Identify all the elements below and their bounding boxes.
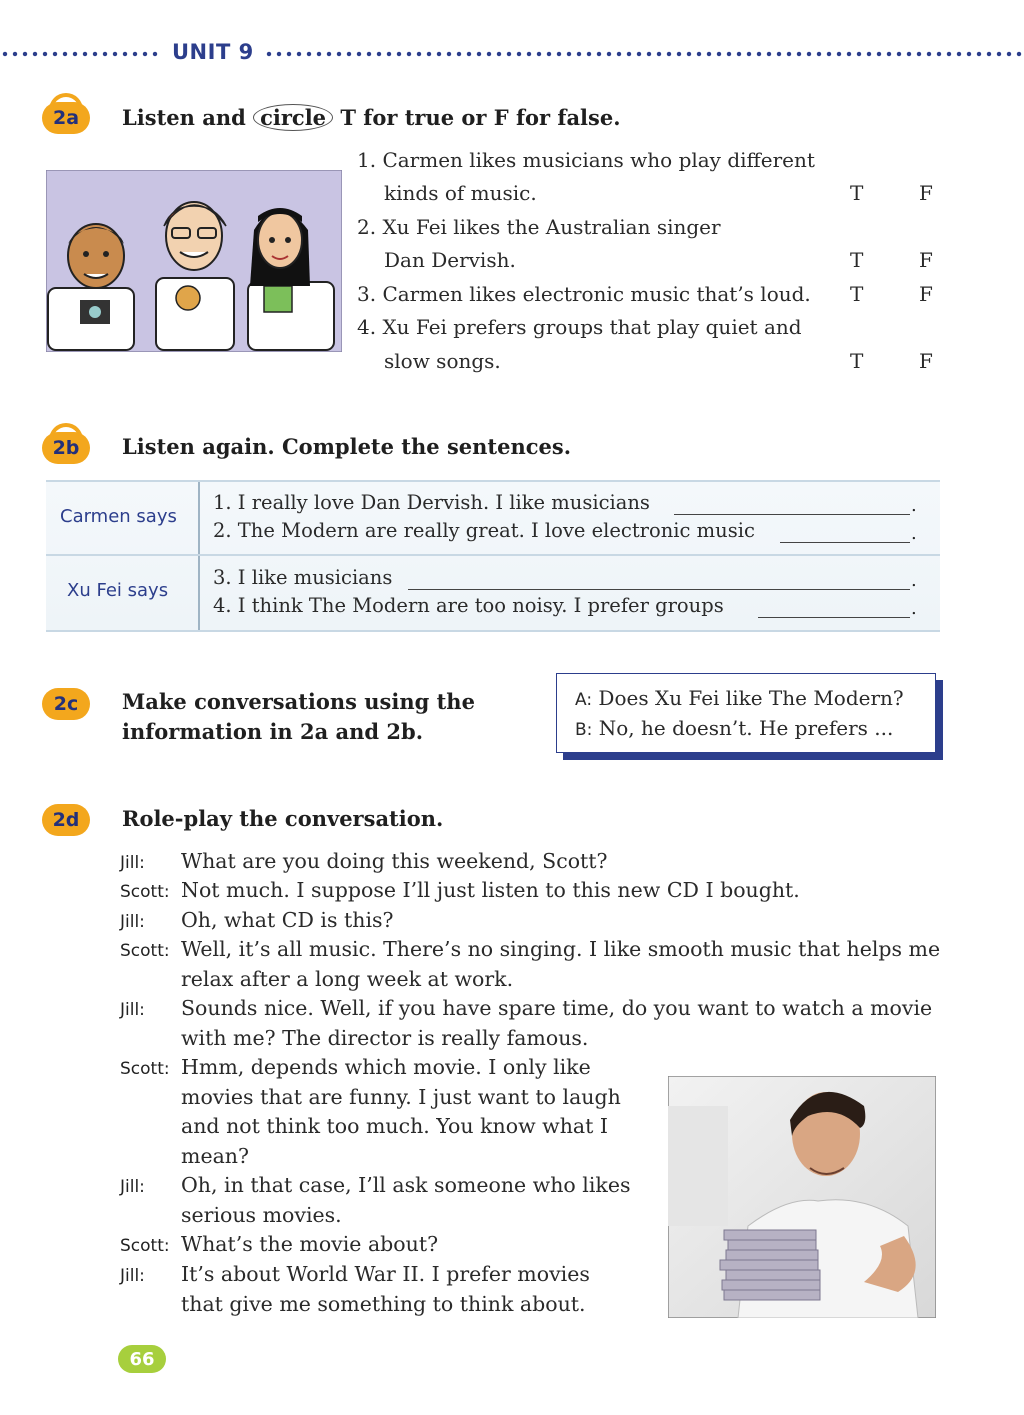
speaker-b: B: bbox=[575, 720, 593, 740]
dialogue-line: serious movies. bbox=[181, 1203, 342, 1227]
section-badge-2c bbox=[42, 688, 90, 720]
dialogue-line: Not much. I suppose I’ll just listen to this new CD I bought. bbox=[181, 878, 800, 902]
badge-label: 2c bbox=[53, 693, 79, 715]
item-3-false-option[interactable]: F bbox=[919, 282, 933, 306]
speaker-label: Jill: bbox=[120, 1000, 145, 1020]
example-text: No, he doesn’t. He prefers ... bbox=[598, 716, 894, 740]
section-badge-2d bbox=[42, 804, 90, 836]
section-badge-2a bbox=[42, 102, 90, 134]
speaker-label: Scott: bbox=[120, 882, 170, 902]
item-1-false-option[interactable]: F bbox=[919, 181, 933, 205]
item-2-false-option[interactable]: F bbox=[919, 248, 933, 272]
speaker-a: A: bbox=[575, 690, 593, 710]
heading-text: Listen and bbox=[122, 105, 246, 130]
example-line-a bbox=[575, 686, 904, 710]
item-2-line-1: 2. Xu Fei likes the Australian singer bbox=[357, 215, 721, 239]
row-label-carmen: Carmen says bbox=[60, 506, 177, 527]
dialogue-line: relax after a long week at work. bbox=[181, 967, 514, 991]
speaker-label: Scott: bbox=[120, 1059, 170, 1079]
header-dots-right bbox=[264, 51, 1024, 57]
period: . bbox=[911, 523, 917, 544]
dialogue-line: Hmm, depends which movie. I only like bbox=[181, 1055, 591, 1079]
section-heading-2c-line-2: information in 2a and 2b. bbox=[122, 719, 424, 744]
dialogue-line: with me? The director is really famous. bbox=[181, 1026, 589, 1050]
sentence-4: 4. I think The Modern are too noisy. I prefer groups bbox=[213, 594, 724, 617]
answer-blank-3[interactable] bbox=[408, 589, 910, 590]
row-label-xu-fei: Xu Fei says bbox=[67, 580, 169, 601]
speaker-label: Scott: bbox=[120, 1236, 170, 1256]
dialogue-line: movies that are funny. I just want to laugh bbox=[181, 1085, 621, 1109]
sentence-3: 3. I like musicians bbox=[213, 566, 393, 589]
item-4-line-2: slow songs. bbox=[384, 349, 501, 373]
sentence-2: 2. The Modern are really great. I love electronic music bbox=[213, 519, 755, 542]
period: . bbox=[911, 598, 917, 619]
item-2-line-2: Dan Dervish. bbox=[384, 248, 516, 272]
speaker-label: Jill: bbox=[120, 912, 145, 932]
answer-blank-2[interactable] bbox=[780, 542, 910, 543]
item-1-true-option[interactable]: T bbox=[850, 181, 864, 205]
item-4-true-option[interactable]: T bbox=[850, 349, 864, 373]
item-4-false-option[interactable]: F bbox=[919, 349, 933, 373]
item-3-line-1: 3. Carmen likes electronic music that’s loud. bbox=[357, 282, 811, 306]
item-4-line-1: 4. Xu Fei prefers groups that play quiet and bbox=[357, 315, 802, 339]
dialogue-line: What are you doing this weekend, Scott? bbox=[181, 849, 608, 873]
answer-blank-4[interactable] bbox=[758, 617, 910, 618]
item-3-true-option[interactable]: T bbox=[850, 282, 864, 306]
badge-label: 2b bbox=[52, 437, 80, 459]
dialogue-line: What’s the movie about? bbox=[181, 1232, 439, 1256]
speaker-label: Jill: bbox=[120, 1177, 145, 1197]
section-heading-2c-line-1: Make conversations using the bbox=[122, 689, 475, 714]
man-with-cd-stack-photo bbox=[668, 1076, 936, 1318]
dialogue-line: mean? bbox=[181, 1144, 249, 1168]
circle-word: circle bbox=[253, 104, 333, 131]
speaker-label: Jill: bbox=[120, 853, 145, 873]
three-teens-illustration bbox=[46, 170, 342, 352]
section-badge-2b bbox=[42, 432, 90, 464]
example-conversation-box bbox=[556, 673, 936, 753]
sentence-1: 1. I really love Dan Dervish. I like musicians bbox=[213, 491, 650, 514]
header-dots-left bbox=[0, 51, 160, 57]
badge-label: 2d bbox=[52, 809, 80, 831]
heading-text: T for true or F for false. bbox=[340, 105, 621, 130]
dialogue-line: It’s about World War II. I prefer movies bbox=[181, 1262, 590, 1286]
table-divider bbox=[198, 482, 200, 630]
example-line-b bbox=[575, 716, 893, 740]
table-divider bbox=[46, 554, 940, 556]
dialogue-line: Oh, in that case, I’ll ask someone who likes bbox=[181, 1173, 631, 1197]
answer-blank-1[interactable] bbox=[674, 514, 910, 515]
badge-label: 2a bbox=[52, 107, 80, 129]
dialogue-line: Oh, what CD is this? bbox=[181, 908, 394, 932]
speaker-label: Scott: bbox=[120, 941, 170, 961]
section-heading-2d: Role-play the conversation. bbox=[122, 806, 444, 831]
unit-title: UNIT 9 bbox=[172, 40, 254, 64]
item-1-line-1: 1. Carmen likes musicians who play different bbox=[357, 148, 815, 172]
period: . bbox=[911, 570, 917, 591]
example-text: Does Xu Fei like The Modern? bbox=[598, 686, 904, 710]
speaker-label: Jill: bbox=[120, 1266, 145, 1286]
item-1-line-2: kinds of music. bbox=[384, 181, 537, 205]
page-number: 66 bbox=[118, 1345, 166, 1373]
dialogue-line: and not think too much. You know what I bbox=[181, 1114, 608, 1138]
dialogue-line: Well, it’s all music. There’s no singing. I like smooth music that helps me bbox=[181, 937, 941, 961]
dialogue-line: that give me something to think about. bbox=[181, 1292, 586, 1316]
period: . bbox=[911, 495, 917, 516]
dialogue-line: Sounds nice. Well, if you have spare time, do you want to watch a movie bbox=[181, 996, 933, 1020]
item-2-true-option[interactable]: T bbox=[850, 248, 864, 272]
section-heading-2a bbox=[122, 104, 621, 131]
section-heading-2b: Listen again. Complete the sentences. bbox=[122, 434, 572, 459]
sentence-completion-table bbox=[46, 480, 940, 632]
